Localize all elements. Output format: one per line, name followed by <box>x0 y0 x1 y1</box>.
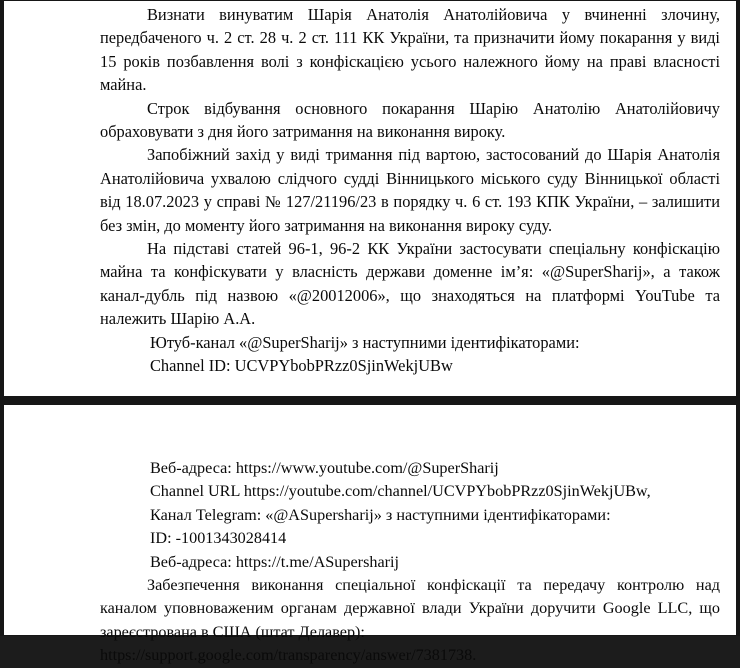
line-telegram-channel: Канал Telegram: «@ASupersharij» з наступними ідентифікаторами: <box>150 505 611 524</box>
line-channel-id: Channel ID: UCVPYbobPRzz0SjinWekjUBw <box>150 356 453 376</box>
line-telegram-id: ID: -1001343028414 <box>150 529 287 548</box>
document-page-2 <box>0 405 740 665</box>
paragraph-sentence-term: Строк відбування основного покарання Шарію Анатолію Анатолійовичу обраховувати з дня його затримання на виконання вироку. <box>100 98 720 142</box>
line-google-transparency-url: https://support.google.com/transparency/answer/7381738. <box>100 646 477 665</box>
page-divider <box>0 396 740 405</box>
line-channel-url: Channel URL https://youtube.com/channel/UCVPYbobPRzz0SjinWekjUBw, <box>150 482 651 501</box>
page-2-text-body <box>100 457 720 668</box>
paragraph-google-llc-enforcement: Забезпечення виконання спеціальної конфіскації та передачу контролю над каналом уповноваженим органам державної влади України доручити Google LLC, що зареєстрована в США (штат Делавер): <box>100 576 720 641</box>
paragraph-special-confiscation: На підставі статей 96-1, 96-2 КК України застосувати спеціальну конфіскацію майна та конфіскувати у власність держави доменне ім’я: «@SuperSharij», а також канал-дубль під назвою «@20012006», що знаходяться на платформі YouTube та належить Шарію А.А. <box>100 239 720 329</box>
line-web-address-telegram: Веб-адреса: https://t.me/ASupersharij <box>150 552 400 571</box>
page-1-text-body <box>100 3 720 378</box>
line-youtube-channel-identifiers: Ютуб-канал «@SuperSharij» з наступними ідентифікаторами: <box>150 332 580 352</box>
paragraph-verdict-guilty: Визнати винуватим Шарія Анатолія Анатолійовича у вчиненні злочину, передбаченого ч. 2 ст. 28 ч. 2 ст. 111 КК України, та призначити йому покарання у виді 15 років позбавлення волі з конфіскацією усього належного йому на праві власності майна. <box>100 5 720 95</box>
line-web-address-youtube: Веб-адреса: https://www.youtube.com/@SuperSharij <box>150 459 499 477</box>
paragraph-preventive-measure: Запобіжний захід у виді тримання під вартою, застосований до Шарія Анатолія Анатолійовича ухвалою слідчого судді Вінницького міського суду Вінницької області від 18.07.2023 у справі № 127/21196/23 в порядку ч. 6 ст. 193 КПК України, – залишити без змін, до моменту його затримання на виконання вироку суду. <box>100 145 720 235</box>
